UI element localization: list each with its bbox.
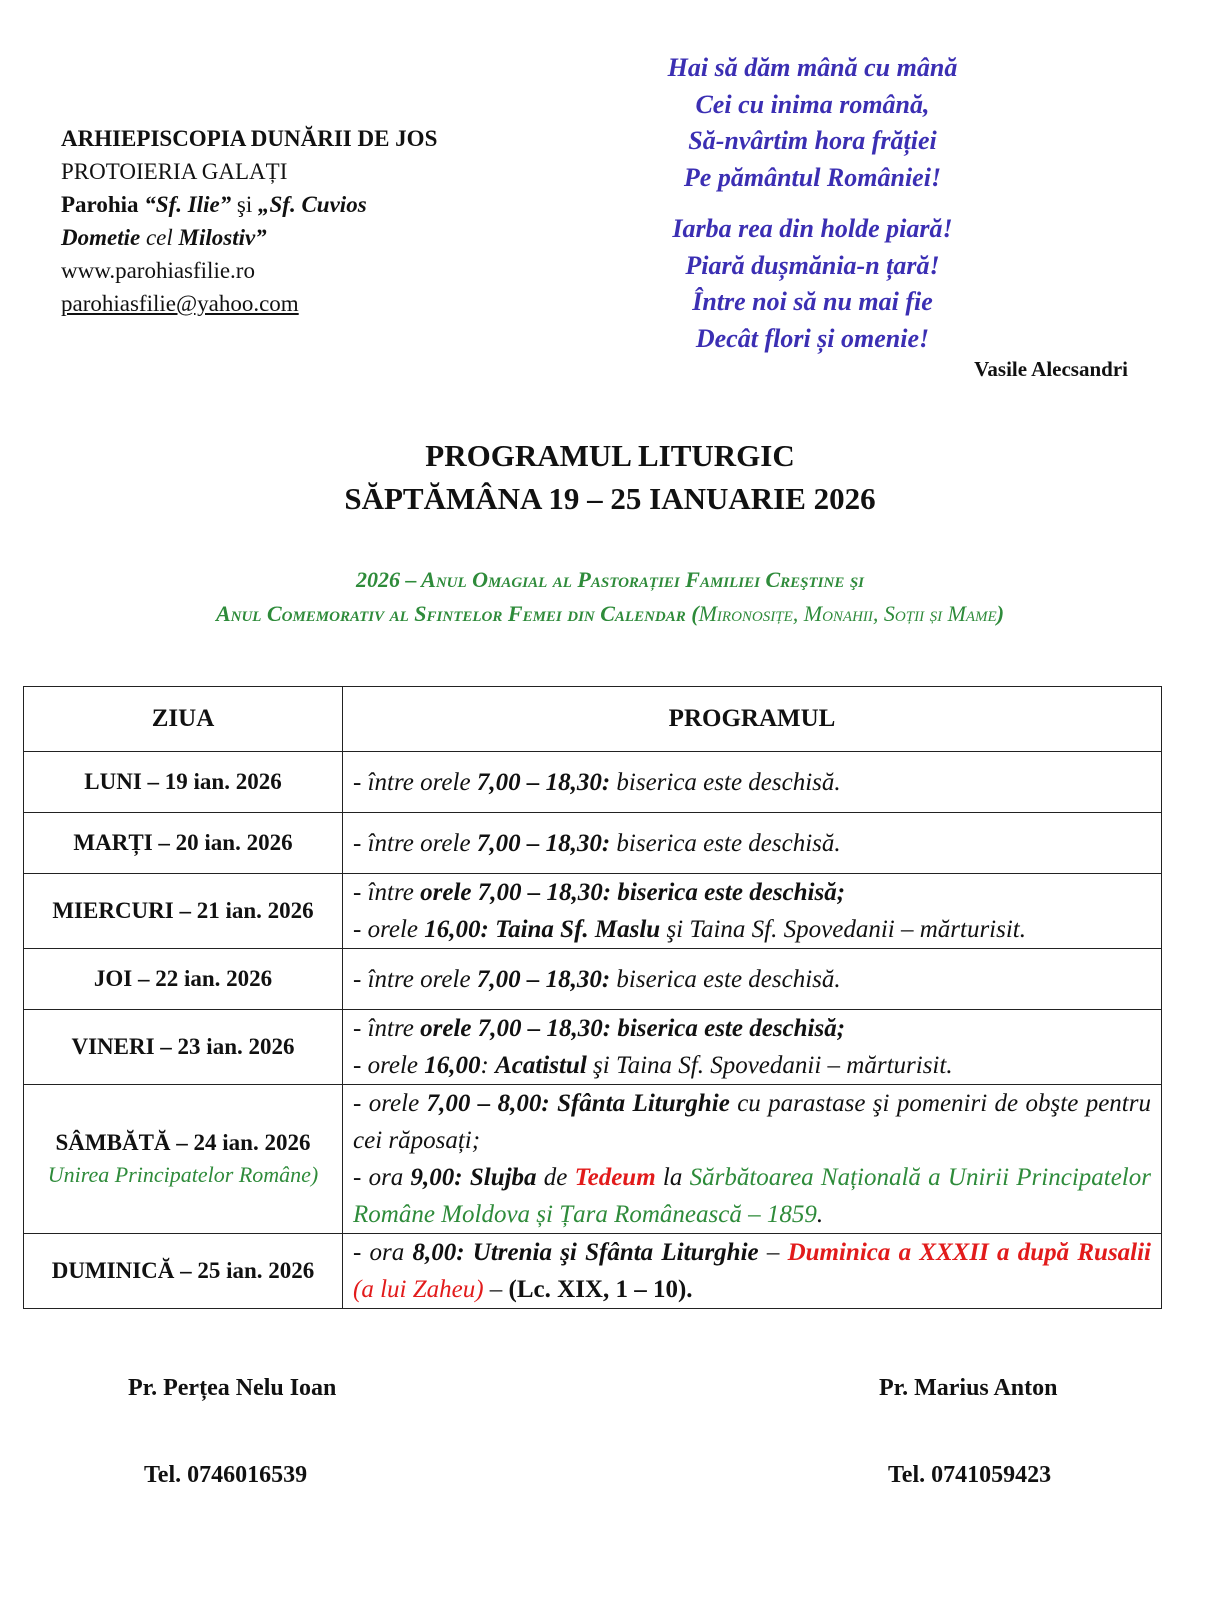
poem-line: Piară dușmănia-n țară! [685, 250, 940, 280]
program-line [353, 911, 1151, 948]
program-text: - ora [353, 1164, 411, 1191]
website-link[interactable]: www.parohiasfilie.ro [61, 258, 255, 283]
day-cell [24, 949, 343, 1010]
table-row [24, 949, 1162, 1010]
program-text: (a lui Zaheu) [353, 1276, 484, 1303]
parish-name-1: “Sf. Ilie” [144, 192, 232, 217]
parish-name-3b: cel [140, 225, 179, 250]
day-note: Unirea Principatelor Române) [47, 1162, 319, 1187]
program-text: 7,00 – 8,00: Sfânta Liturghie [426, 1090, 730, 1117]
parish-header [61, 122, 437, 320]
program-text: Acatistul [495, 1052, 587, 1079]
program-text: - între [353, 1015, 421, 1042]
signature-1-name: Pr. Perțea Nelu Ioan [128, 1375, 337, 1401]
table-row [24, 752, 1162, 813]
day-label: SÂMBĂTĂ – 24 ian. 2026 [55, 1130, 311, 1155]
subtitle-line-2b: Mironosițe, Monahii, Soții și Mame [698, 601, 997, 626]
program-cell [343, 874, 1162, 949]
day-cell [24, 874, 343, 949]
program-text: : [480, 1052, 496, 1079]
program-text: . [816, 1201, 824, 1228]
program-text: - orele [353, 1090, 427, 1117]
parish-prefix: Parohia [61, 192, 145, 217]
program-text: Sărbătoarea Națională a Unirii Principatelor Române Moldova și Țara Românească – 1859 [353, 1164, 1151, 1228]
signature-1-phone: Tel. 0746016539 [144, 1462, 308, 1488]
program-line [353, 1085, 1151, 1159]
parish-and: şi [231, 192, 259, 217]
parish-name-3a: Dometie [61, 225, 141, 250]
poem-line: Iarba rea din holde piară! [672, 214, 953, 243]
subtitle-line-2c: ) [996, 601, 1005, 626]
program-text: 7,00 – 18,30: [476, 768, 611, 796]
table-row [24, 1234, 1162, 1309]
program-line [353, 1234, 1151, 1308]
poem-line: Cei cu inima română, [695, 89, 930, 119]
poem-line: Între noi să nu mai fie [692, 287, 933, 316]
program-text: – [758, 1239, 788, 1266]
poem-line: Decât flori și omenie! [695, 323, 930, 353]
title-line-1: PROGRAMUL LITURGIC [425, 438, 795, 473]
program-text: biserica este deschisă. [610, 829, 841, 857]
poem-author: Vasile Alecsandri [974, 357, 1128, 381]
program-cell [343, 1085, 1162, 1234]
program-cell [343, 813, 1162, 874]
program-text: cu parastase şi pomeniri de obşte pentru cei răposați; [353, 1090, 1151, 1154]
program-text: şi Taina Sf. Spovedanii – mărturisit. [586, 1052, 953, 1079]
program-text: 16,00: Taina Sf. Maslu [424, 916, 661, 943]
parish-name-3c: Milostiv” [178, 225, 267, 250]
program-text: la [655, 1164, 690, 1191]
subtitle-line-1: 2026 – Anul Omagial al Pastorației Familiei Creştine şi [355, 567, 865, 592]
signature-2-name: Pr. Marius Anton [879, 1375, 1058, 1401]
program-cell [343, 949, 1162, 1010]
poem [560, 50, 1065, 357]
day-label: DUMINICĂ – 25 ian. 2026 [51, 1258, 315, 1283]
program-line [353, 1010, 1151, 1047]
program-text: şi Taina Sf. Spovedanii – mărturisit. [660, 916, 1026, 943]
program-text: - orele [353, 1052, 425, 1079]
table-row [24, 874, 1162, 949]
parish-name [61, 188, 437, 221]
program-line [353, 874, 1151, 911]
program-line [353, 1159, 1151, 1233]
day-label: MARȚI – 20 ian. 2026 [73, 830, 293, 855]
table-row [24, 1010, 1162, 1085]
program-text: biserica este deschisă. [610, 768, 841, 796]
day-label: MIERCURI – 21 ian. 2026 [52, 898, 314, 923]
program-cell [343, 752, 1162, 813]
day-label: LUNI – 19 ian. 2026 [84, 769, 282, 794]
table-row [24, 1085, 1162, 1234]
program-text: Tedeum [574, 1164, 656, 1191]
program-text: – [483, 1276, 509, 1303]
email-link[interactable]: parohiasfilie@yahoo.com [61, 291, 299, 316]
program-text: orele 7,00 – 18,30: biserica este deschisă; [420, 879, 846, 906]
poem-line: Pe pământul României! [683, 162, 942, 192]
day-cell [24, 813, 343, 874]
day-cell [24, 1085, 343, 1234]
day-label: JOI – 22 ian. 2026 [93, 966, 273, 991]
subtitle [60, 563, 1160, 631]
program-text: - orele [353, 916, 425, 943]
subtitle-line-2 [60, 597, 1160, 631]
program-text: - ora [353, 1239, 413, 1266]
parish-name-cont [61, 221, 437, 254]
day-label: VINERI – 23 ian. 2026 [71, 1034, 295, 1059]
program-text: 7,00 – 18,30: [476, 965, 611, 993]
program-line [353, 1047, 1151, 1084]
program-text: 9,00: Slujba [410, 1164, 537, 1191]
program-text: - între [353, 879, 421, 906]
program-text: Duminica a XXXII a după Rusalii [787, 1239, 1152, 1266]
program-text: 8,00: Utrenia şi Sfânta Liturghie [412, 1239, 759, 1266]
day-cell [24, 752, 343, 813]
program-line [353, 825, 1151, 862]
table-row [24, 813, 1162, 874]
program-text: - între orele [353, 829, 477, 857]
program-line [353, 961, 1151, 998]
program-text: de [536, 1164, 575, 1191]
program-text: (Lc. XIX, 1 – 10). [508, 1276, 693, 1303]
title-line-2: SĂPTĂMÂNA 19 – 25 IANUARIE 2026 [344, 481, 876, 516]
signature-2-phone: Tel. 0741059423 [888, 1462, 1052, 1488]
program-line [353, 764, 1151, 801]
table-header-row [24, 687, 1162, 752]
day-cell [24, 1234, 343, 1309]
program-text: orele 7,00 – 18,30: biserica este deschisă; [420, 1015, 846, 1042]
program-text: 16,00 [424, 1052, 481, 1079]
program-text: biserica este deschisă. [610, 965, 841, 993]
header-day: ZIUA [24, 687, 343, 752]
program-text: - între orele [353, 768, 477, 796]
program-cell [343, 1234, 1162, 1309]
poem-line: Hai să dăm mână cu mână [667, 53, 958, 82]
program-text: - între orele [353, 965, 477, 993]
day-cell [24, 1010, 343, 1085]
poem-line: Să-nvârtim hora frăției [688, 126, 937, 155]
program-text: 7,00 – 18,30: [476, 829, 611, 857]
archdiocese-name: ARHIEPISCOPIA DUNĂRII DE JOS [61, 126, 438, 151]
subtitle-line-2a: Anul Comemorativ al Sfintelor Femei din Calendar ( [215, 601, 699, 626]
parish-name-2: „Sf. Cuvios [258, 192, 367, 217]
deanery-name: PROTOIERIA GALAȚI [61, 159, 288, 184]
header-program: PROGRAMUL [343, 687, 1162, 752]
program-cell [343, 1010, 1162, 1085]
page-title [0, 434, 1212, 520]
schedule-table [23, 686, 1162, 1309]
